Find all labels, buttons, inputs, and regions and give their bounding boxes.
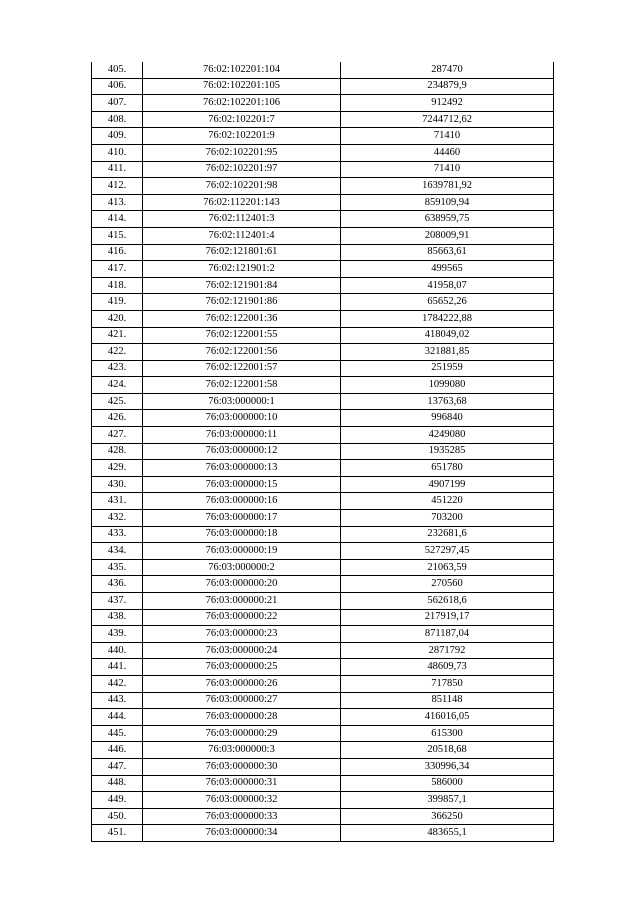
row-number-cell: 431. [92,493,143,510]
cadastral-value-cell: 418049,02 [341,327,554,344]
row-number-cell: 408. [92,111,143,128]
table-row [92,543,554,560]
cadastral-value-cell: 562618,6 [341,593,554,610]
cadastral-value-cell: 48609,73 [341,659,554,676]
cadastral-value-cell: 71410 [341,128,554,145]
cadastral-number-cell: 76:03:000000:12 [143,443,341,460]
cadastral-number-cell: 76:03:000000:19 [143,543,341,560]
cadastral-value-cell: 41958,07 [341,277,554,294]
cadastral-value-cell: 499565 [341,261,554,278]
cadastral-value-cell: 859109,94 [341,194,554,211]
cadastral-value-cell: 44460 [341,144,554,161]
table-row [92,377,554,394]
table-row [92,211,554,228]
table-row [92,144,554,161]
row-number-cell: 432. [92,510,143,527]
table-row [92,476,554,493]
table-row [92,227,554,244]
table-row [92,775,554,792]
cadastral-number-cell: 76:03:000000:27 [143,692,341,709]
row-number-cell: 422. [92,344,143,361]
table-row [92,460,554,477]
table-row [92,792,554,809]
cadastral-number-cell: 76:02:121901:84 [143,277,341,294]
cadastral-value-cell: 2871792 [341,642,554,659]
row-number-cell: 445. [92,725,143,742]
cadastral-value-cell: 416016,05 [341,709,554,726]
cadastral-value-cell: 13763,68 [341,393,554,410]
cadastral-value-cell: 996840 [341,410,554,427]
row-number-cell: 446. [92,742,143,759]
cadastral-number-cell: 76:03:000000:31 [143,775,341,792]
cadastral-value-cell: 1935285 [341,443,554,460]
cadastral-number-cell: 76:02:112401:4 [143,227,341,244]
cadastral-value-cell: 65652,26 [341,294,554,311]
cadastral-number-cell: 76:03:000000:3 [143,742,341,759]
row-number-cell: 414. [92,211,143,228]
row-number-cell: 442. [92,675,143,692]
table-row [92,758,554,775]
row-number-cell: 421. [92,327,143,344]
cadastral-value-cell: 85663,61 [341,244,554,261]
cadastral-number-cell: 76:02:102201:105 [143,78,341,95]
row-number-cell: 409. [92,128,143,145]
row-number-cell: 447. [92,758,143,775]
row-number-cell: 412. [92,178,143,195]
table-row [92,128,554,145]
row-number-cell: 425. [92,393,143,410]
cadastral-number-cell: 76:03:000000:13 [143,460,341,477]
table-body [92,62,554,841]
cadastral-value-cell: 234879,9 [341,78,554,95]
table-row [92,659,554,676]
row-number-cell: 433. [92,526,143,543]
cadastral-number-cell: 76:02:121901:2 [143,261,341,278]
row-number-cell: 451. [92,825,143,842]
row-number-cell: 438. [92,609,143,626]
cadastral-value-cell: 4249080 [341,427,554,444]
cadastral-value-cell: 7244712,62 [341,111,554,128]
cadastral-number-cell: 76:03:000000:28 [143,709,341,726]
table-row [92,78,554,95]
row-number-cell: 437. [92,593,143,610]
cadastral-value-cell: 717850 [341,675,554,692]
row-number-cell: 427. [92,427,143,444]
cadastral-value-cell: 1099080 [341,377,554,394]
table-row [92,244,554,261]
row-number-cell: 443. [92,692,143,709]
cadastral-number-cell: 76:03:000000:15 [143,476,341,493]
cadastral-number-cell: 76:02:121901:86 [143,294,341,311]
cadastral-number-cell: 76:03:000000:16 [143,493,341,510]
cadastral-number-cell: 76:02:122001:57 [143,360,341,377]
cadastral-value-cell: 217919,17 [341,609,554,626]
cadastral-value-cell: 912492 [341,95,554,112]
cadastral-value-cell: 871187,04 [341,626,554,643]
cadastral-number-cell: 76:03:000000:11 [143,427,341,444]
cadastral-number-cell: 76:03:000000:24 [143,642,341,659]
row-number-cell: 439. [92,626,143,643]
cadastral-value-cell: 208009,91 [341,227,554,244]
table-row [92,393,554,410]
row-number-cell: 435. [92,559,143,576]
cadastral-number-cell: 76:03:000000:2 [143,559,341,576]
table-row [92,310,554,327]
cadastral-number-cell: 76:02:122001:58 [143,377,341,394]
table-row [92,410,554,427]
cadastral-number-cell: 76:02:102201:104 [143,62,341,78]
row-number-cell: 434. [92,543,143,560]
cadastral-number-cell: 76:03:000000:23 [143,626,341,643]
table-row [92,675,554,692]
cadastral-number-cell: 76:02:122001:55 [143,327,341,344]
row-number-cell: 405. [92,62,143,78]
cadastral-number-cell: 76:03:000000:1 [143,393,341,410]
row-number-cell: 429. [92,460,143,477]
cadastral-value-cell: 1639781,92 [341,178,554,195]
table-row [92,95,554,112]
cadastral-number-cell: 76:02:102201:9 [143,128,341,145]
row-number-cell: 416. [92,244,143,261]
cadastral-value-cell: 703200 [341,510,554,527]
cadastral-number-cell: 76:03:000000:26 [143,675,341,692]
table-row [92,593,554,610]
cadastral-value-cell: 330996,34 [341,758,554,775]
cadastral-value-cell: 527297,45 [341,543,554,560]
table-row [92,111,554,128]
table-row [92,327,554,344]
cadastral-value-cell: 21063,59 [341,559,554,576]
table-row [92,742,554,759]
table-row [92,559,554,576]
cadastral-number-cell: 76:02:102201:95 [143,144,341,161]
cadastral-number-cell: 76:02:112401:3 [143,211,341,228]
table-row [92,510,554,527]
cadastral-number-cell: 76:03:000000:33 [143,808,341,825]
cadastral-value-cell: 232681,6 [341,526,554,543]
row-number-cell: 410. [92,144,143,161]
cadastral-number-cell: 76:02:102201:97 [143,161,341,178]
table-row [92,62,554,78]
table-row [92,161,554,178]
cadastral-value-cell: 451220 [341,493,554,510]
table-row [92,344,554,361]
cadastral-number-cell: 76:03:000000:34 [143,825,341,842]
cadastral-number-cell: 76:03:000000:29 [143,725,341,742]
cadastral-value-cell: 586000 [341,775,554,792]
cadastral-number-cell: 76:03:000000:21 [143,593,341,610]
table-row [92,609,554,626]
cadastral-value-cell: 1784222,88 [341,310,554,327]
cadastral-value-cell: 615300 [341,725,554,742]
table-row [92,427,554,444]
cadastral-value-cell: 399857,1 [341,792,554,809]
cadastral-value-cell: 20518,68 [341,742,554,759]
row-number-cell: 449. [92,792,143,809]
row-number-cell: 424. [92,377,143,394]
row-number-cell: 441. [92,659,143,676]
cadastral-number-cell: 76:03:000000:18 [143,526,341,543]
table-row [92,526,554,543]
row-number-cell: 423. [92,360,143,377]
row-number-cell: 444. [92,709,143,726]
cadastral-value-cell: 366250 [341,808,554,825]
row-number-cell: 440. [92,642,143,659]
row-number-cell: 428. [92,443,143,460]
table-row [92,261,554,278]
row-number-cell: 418. [92,277,143,294]
cadastral-number-cell: 76:03:000000:22 [143,609,341,626]
cadastral-value-cell: 651780 [341,460,554,477]
cadastral-number-cell: 76:02:102201:106 [143,95,341,112]
cadastral-number-cell: 76:03:000000:32 [143,792,341,809]
row-number-cell: 417. [92,261,143,278]
table-row [92,493,554,510]
table-row [92,277,554,294]
table-row [92,360,554,377]
cadastral-number-cell: 76:03:000000:25 [143,659,341,676]
cadastral-value-cell: 251959 [341,360,554,377]
cadastral-number-cell: 76:02:121801:61 [143,244,341,261]
cadastral-number-cell: 76:03:000000:20 [143,576,341,593]
row-number-cell: 413. [92,194,143,211]
cadastral-number-cell: 76:02:102201:7 [143,111,341,128]
table-row [92,725,554,742]
row-number-cell: 420. [92,310,143,327]
cadastral-number-cell: 76:03:000000:30 [143,758,341,775]
cadastral-value-cell: 270560 [341,576,554,593]
cadastral-value-cell: 483655,1 [341,825,554,842]
table-row [92,443,554,460]
row-number-cell: 411. [92,161,143,178]
cadastral-value-cell: 71410 [341,161,554,178]
row-number-cell: 419. [92,294,143,311]
row-number-cell: 448. [92,775,143,792]
table-row [92,178,554,195]
table-row [92,294,554,311]
row-number-cell: 436. [92,576,143,593]
cadastral-value-cell: 638959,75 [341,211,554,228]
cadastral-value-table [91,62,554,842]
cadastral-number-cell: 76:02:102201:98 [143,178,341,195]
row-number-cell: 407. [92,95,143,112]
row-number-cell: 430. [92,476,143,493]
cadastral-value-cell: 321881,85 [341,344,554,361]
row-number-cell: 426. [92,410,143,427]
cadastral-value-cell: 851148 [341,692,554,709]
table-row [92,692,554,709]
cadastral-value-cell: 287470 [341,62,554,78]
table-row [92,576,554,593]
cadastral-number-cell: 76:02:122001:56 [143,344,341,361]
table-row [92,825,554,842]
table-row [92,194,554,211]
row-number-cell: 415. [92,227,143,244]
cadastral-number-cell: 76:02:122001:36 [143,310,341,327]
table-row [92,642,554,659]
row-number-cell: 406. [92,78,143,95]
row-number-cell: 450. [92,808,143,825]
cadastral-number-cell: 76:02:112201:143 [143,194,341,211]
cadastral-number-cell: 76:03:000000:17 [143,510,341,527]
table-row [92,626,554,643]
cadastral-number-cell: 76:03:000000:10 [143,410,341,427]
table-row [92,709,554,726]
table-row [92,808,554,825]
cadastral-value-cell: 4907199 [341,476,554,493]
